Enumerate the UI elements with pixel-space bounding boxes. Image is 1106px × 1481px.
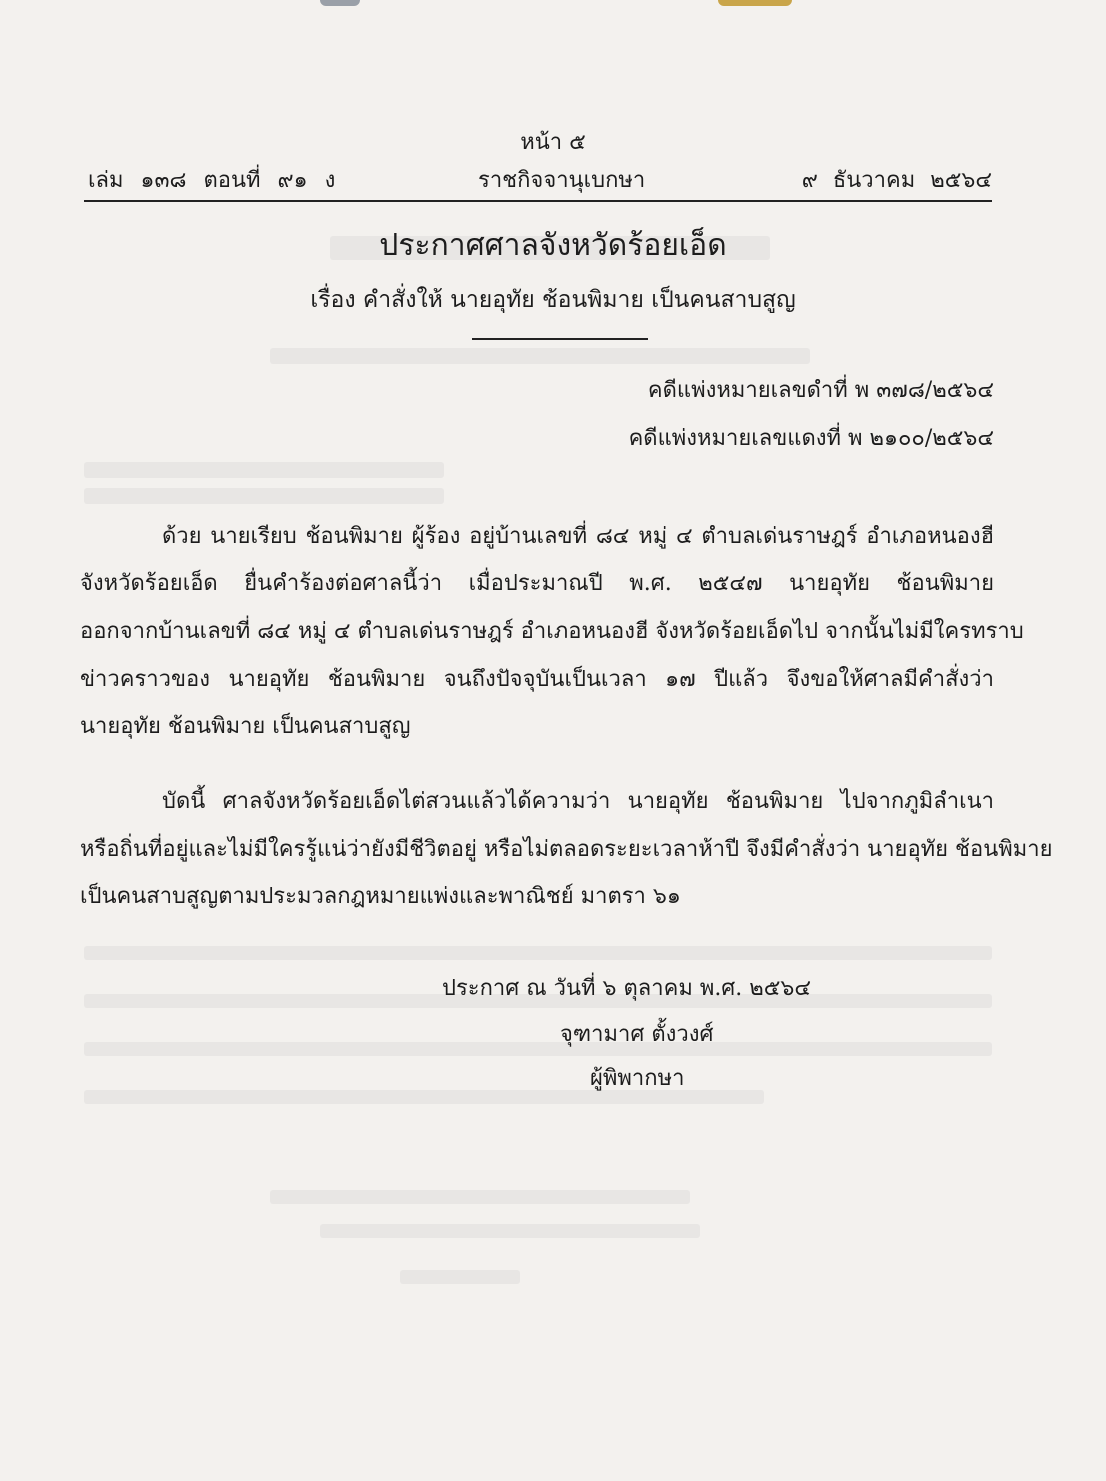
header-rule bbox=[84, 200, 992, 202]
body-line: ด้วย นายเรียบ ช้อนพิมาย ผู้ร้อง อยู่บ้านเลขที่ ๘๔ หมู่ ๔ ตำบลเด่นราษฎร์ อำเภอหนองฮี bbox=[162, 524, 994, 549]
show-through-text bbox=[84, 946, 992, 960]
top-edge-mark bbox=[320, 0, 360, 6]
show-through-text bbox=[270, 348, 810, 364]
publication-date: ๙ ธันวาคม ๒๕๖๔ bbox=[801, 168, 992, 193]
body-line: จังหวัดร้อยเอ็ด ยื่นคำร้องต่อศาลนี้ว่า เมื่อประมาณปี พ.ศ. ๒๕๔๗ นายอุทัย ช้อนพิมาย bbox=[80, 571, 994, 596]
show-through-text bbox=[84, 1042, 992, 1056]
body-line: ออกจากบ้านเลขที่ ๘๔ หมู่ ๔ ตำบลเด่นราษฎร์ อำเภอหนองฮี จังหวัดร้อยเอ็ดไป จากนั้นไม่มีใครทราบ bbox=[80, 619, 1024, 644]
red-case-number: คดีแพ่งหมายเลขแดงที่ พ ๒๑๐๐/๒๕๖๔ bbox=[628, 426, 994, 451]
black-case-number: คดีแพ่งหมายเลขดำที่ พ ๓๗๘/๒๕๖๔ bbox=[647, 378, 994, 403]
judge-name: จุฑามาศ ตั้งวงศ์ bbox=[560, 1022, 714, 1047]
volume-issue: เล่ม ๑๓๘ ตอนที่ ๙๑ ง bbox=[88, 168, 336, 193]
body-line: บัดนี้ ศาลจังหวัดร้อยเอ็ดไต่สวนแล้วได้ความว่า นายอุทัย ช้อนพิมาย ไปจากภูมิลำเนา bbox=[162, 789, 994, 814]
body-line: เป็นคนสาบสูญตามประมวลกฎหมายแพ่งและพาณิชย์ มาตรา ๖๑ bbox=[80, 884, 681, 909]
announcement-date: ประกาศ ณ วันที่ ๖ ตุลาคม พ.ศ. ๒๕๖๔ bbox=[442, 976, 812, 1001]
body-line: ข่าวคราวของ นายอุทัย ช้อนพิมาย จนถึงปัจจุบันเป็นเวลา ๑๗ ปีแล้ว จึงขอให้ศาลมีคำสั่งว่า bbox=[80, 667, 994, 692]
judge-position: ผู้พิพากษา bbox=[590, 1066, 685, 1091]
publication-name: ราชกิจจานุเบกษา bbox=[478, 168, 646, 193]
show-through-text bbox=[270, 1190, 690, 1204]
announcement-subject: เรื่อง คำสั่งให้ นายอุทัย ช้อนพิมาย เป็นคนสาบสูญ bbox=[310, 287, 796, 313]
announcement-title: ประกาศศาลจังหวัดร้อยเอ็ด bbox=[379, 228, 727, 263]
top-edge-mark bbox=[718, 0, 792, 6]
page-number: หน้า ๕ bbox=[520, 130, 586, 155]
show-through-text bbox=[320, 1224, 700, 1238]
show-through-text bbox=[84, 462, 444, 478]
show-through-text bbox=[84, 488, 444, 504]
body-line: หรือถิ่นที่อยู่และไม่มีใครรู้แน่ว่ายังมีชีวิตอยู่ หรือไม่ตลอดระยะเวลาห้าปี จึงมีคำสั่งว่า นายอุทัย ช้อนพิมาย bbox=[80, 837, 1053, 862]
title-divider bbox=[472, 338, 648, 340]
show-through-text bbox=[400, 1270, 520, 1284]
body-line: นายอุทัย ช้อนพิมาย เป็นคนสาบสูญ bbox=[80, 714, 411, 739]
